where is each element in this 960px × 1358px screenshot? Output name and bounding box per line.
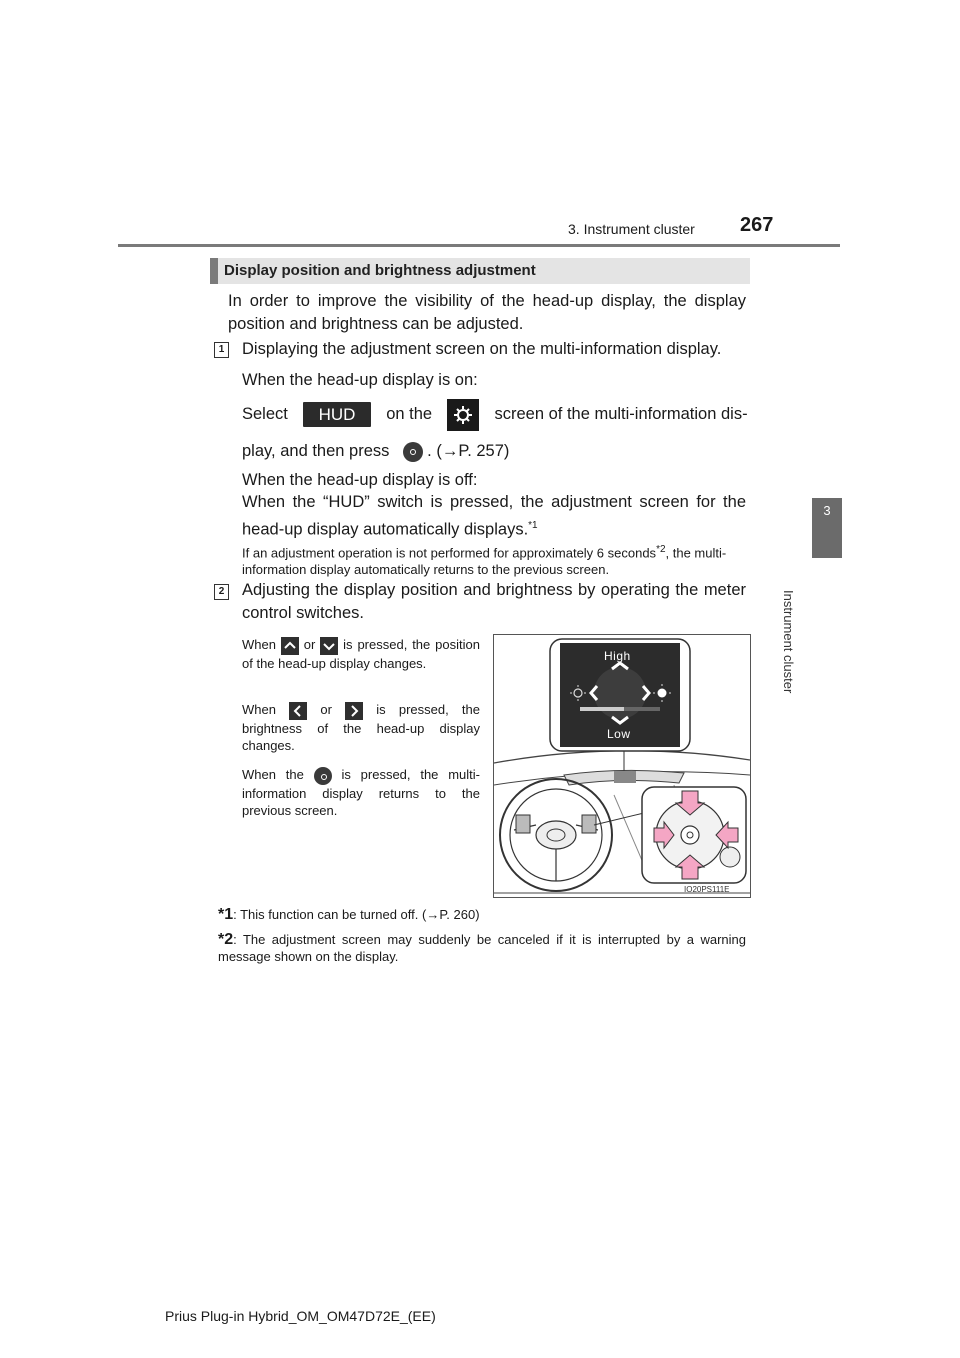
step1-press-line — [242, 438, 509, 464]
left-arrow-button-icon — [289, 702, 307, 720]
select-text: Select — [242, 405, 288, 423]
low-label: Low — [607, 727, 631, 741]
footnote-ref-1: *1 — [528, 520, 538, 531]
step1-title: Displaying the adjustment screen on the multi-information display. — [242, 340, 722, 358]
or-text: or — [320, 702, 332, 717]
note-text: If an adjustment operation is not performed for approximately 6 seconds — [242, 545, 657, 561]
step1-note — [242, 541, 752, 578]
footnote-text-1: : This function can be turned off. (→P. 260) — [233, 907, 480, 922]
desc-back — [242, 766, 480, 819]
desc-brightness-text: is pressed, the brightness of the head-up display changes. — [242, 702, 480, 753]
page-number: 267 — [740, 214, 774, 236]
hud-button: HUD — [303, 402, 371, 427]
when-text: When — [242, 637, 276, 652]
step2-title: Adjusting the display position and brightness by operating the meter control switches. — [242, 581, 746, 622]
when-the-text: When the — [242, 767, 304, 782]
footnote-ref-2: *2 — [656, 544, 666, 555]
section-title: 3. Instrument cluster — [568, 221, 695, 237]
screen-text: screen of the multi-information dis- — [494, 405, 748, 423]
footnote-text-2: : The adjustment screen may suddenly be canceled if it is interrupted by a warning message shown on the display. — [218, 932, 746, 964]
intro-text: In order to improve the visibility of the head-up display, the display position and brightness can be adjusted. — [228, 292, 746, 333]
step1-off-text — [242, 491, 746, 542]
desc-back-text: is pressed, the multi-information display returns to the previous screen. — [242, 767, 480, 818]
chapter-label: Instrument cluster — [781, 590, 796, 694]
footnote-1 — [218, 906, 748, 923]
header-divider — [118, 244, 840, 247]
footnote-mark-1: *1 — [218, 906, 234, 923]
step-number-1: 1 — [214, 342, 229, 358]
or-text: or — [303, 637, 316, 652]
settings-gear-icon — [447, 399, 479, 431]
banner-accent — [210, 258, 218, 284]
banner-title: Display position and brightness adjustment — [224, 262, 536, 279]
chapter-tab — [812, 498, 842, 558]
footnote-mark-2: *2 — [218, 931, 234, 948]
step1-when-off: When the head-up display is off: — [242, 471, 478, 489]
step1-when-on: When the head-up display is on: — [242, 371, 478, 389]
up-arrow-button-icon — [281, 637, 299, 655]
down-arrow-button-icon — [320, 637, 338, 655]
desc-position-text: is pressed, the position of the head-up display changes. — [242, 637, 480, 671]
document-footer: Prius Plug-in Hybrid_OM_OM47D72E_(EE) — [165, 1308, 436, 1324]
dashboard-drawing — [494, 635, 750, 897]
step-number-2: 2 — [214, 584, 229, 600]
figure-code: IO20PS111E — [684, 885, 730, 894]
note-end-text: , the multi-information display automatically returns to the previous screen. — [242, 545, 727, 578]
high-label: High — [604, 649, 631, 663]
chapter-number: 3 — [823, 503, 831, 518]
section-banner — [210, 258, 750, 284]
back-button-icon — [314, 767, 332, 785]
desc-brightness — [242, 701, 480, 754]
off-text: When the “HUD” switch is pressed, the adjustment screen for the head-up display automatically displays. — [242, 493, 746, 539]
page-ref-text: . (→P. 257) — [427, 442, 510, 460]
play-text: play, and then press — [242, 442, 390, 460]
dashboard-illustration — [493, 634, 751, 898]
ok-button-icon — [403, 442, 423, 462]
when-text: When — [242, 702, 276, 717]
right-arrow-button-icon — [345, 702, 363, 720]
on-the-text: on the — [386, 405, 433, 423]
desc-position — [242, 636, 480, 672]
footnote-2 — [218, 931, 746, 965]
step1-select-line — [242, 398, 750, 432]
